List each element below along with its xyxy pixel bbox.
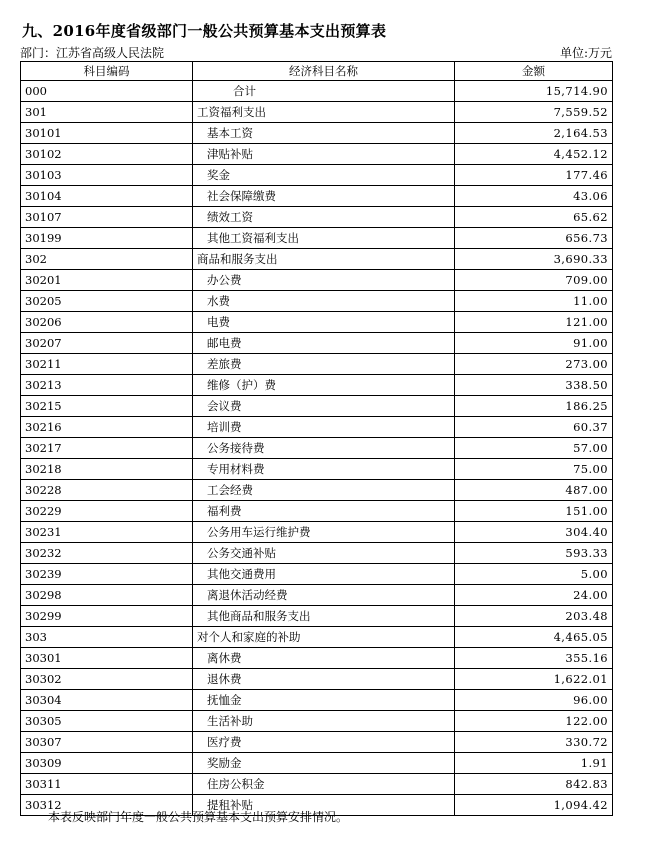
row-name: 其他商品和服务支出 bbox=[193, 606, 455, 627]
table-row bbox=[21, 249, 613, 270]
row-name: 办公费 bbox=[193, 270, 455, 291]
row-name: 其他工资福利支出 bbox=[193, 228, 455, 249]
row-amount: 43.06 bbox=[455, 186, 613, 207]
row-amount: 177.46 bbox=[455, 165, 613, 186]
row-amount: 593.33 bbox=[455, 543, 613, 564]
row-name: 工会经费 bbox=[193, 480, 455, 501]
row-amount: 2,164.53 bbox=[455, 123, 613, 144]
row-code: 30199 bbox=[21, 228, 193, 249]
table-row bbox=[21, 417, 613, 438]
table-row bbox=[21, 81, 613, 102]
row-name: 奖励金 bbox=[193, 753, 455, 774]
row-amount: 96.00 bbox=[455, 690, 613, 711]
row-amount: 60.37 bbox=[455, 417, 613, 438]
row-name: 邮电费 bbox=[193, 333, 455, 354]
table-row bbox=[21, 438, 613, 459]
row-code: 30207 bbox=[21, 333, 193, 354]
table-row bbox=[21, 501, 613, 522]
footnote: 本表反映部门年度一般公共预算基本支出预算安排情况。 bbox=[48, 810, 349, 824]
table-row bbox=[21, 711, 613, 732]
row-name: 离退休活动经费 bbox=[193, 585, 455, 606]
row-amount: 330.72 bbox=[455, 732, 613, 753]
table-row bbox=[21, 270, 613, 291]
row-code: 30298 bbox=[21, 585, 193, 606]
row-code: 30304 bbox=[21, 690, 193, 711]
table-header-row bbox=[21, 62, 613, 81]
row-name: 会议费 bbox=[193, 396, 455, 417]
row-code: 301 bbox=[21, 102, 193, 123]
row-amount: 151.00 bbox=[455, 501, 613, 522]
table-row bbox=[21, 669, 613, 690]
table-row bbox=[21, 144, 613, 165]
row-amount: 122.00 bbox=[455, 711, 613, 732]
table-row bbox=[21, 543, 613, 564]
table-row bbox=[21, 753, 613, 774]
row-code: 30229 bbox=[21, 501, 193, 522]
row-code: 30206 bbox=[21, 312, 193, 333]
row-amount: 4,452.12 bbox=[455, 144, 613, 165]
row-amount: 7,559.52 bbox=[455, 102, 613, 123]
row-name: 社会保障缴费 bbox=[193, 186, 455, 207]
table-row bbox=[21, 606, 613, 627]
table-row bbox=[21, 291, 613, 312]
row-code: 30299 bbox=[21, 606, 193, 627]
row-amount: 11.00 bbox=[455, 291, 613, 312]
row-code: 30218 bbox=[21, 459, 193, 480]
row-code: 30312 bbox=[21, 795, 193, 816]
table-row bbox=[21, 165, 613, 186]
table-body bbox=[21, 81, 613, 816]
row-amount: 1,094.42 bbox=[455, 795, 613, 816]
row-code: 30215 bbox=[21, 396, 193, 417]
table-row bbox=[21, 522, 613, 543]
row-amount: 65.62 bbox=[455, 207, 613, 228]
row-amount: 15,714.90 bbox=[455, 81, 613, 102]
row-name: 维修（护）费 bbox=[193, 375, 455, 396]
row-code: 30239 bbox=[21, 564, 193, 585]
table-row bbox=[21, 648, 613, 669]
row-amount: 186.25 bbox=[455, 396, 613, 417]
row-name: 其他交通费用 bbox=[193, 564, 455, 585]
row-amount: 4,465.05 bbox=[455, 627, 613, 648]
table-meta bbox=[20, 44, 612, 60]
column-header-name: 经济科目名称 bbox=[193, 62, 455, 81]
row-code: 30216 bbox=[21, 417, 193, 438]
row-code: 30309 bbox=[21, 753, 193, 774]
row-amount: 1,622.01 bbox=[455, 669, 613, 690]
row-amount: 75.00 bbox=[455, 459, 613, 480]
row-amount: 121.00 bbox=[455, 312, 613, 333]
unit-label: 单位:万元 bbox=[559, 46, 612, 60]
row-name: 公务交通补贴 bbox=[193, 543, 455, 564]
row-code: 30103 bbox=[21, 165, 193, 186]
row-name: 绩效工资 bbox=[193, 207, 455, 228]
table-row bbox=[21, 207, 613, 228]
row-code: 302 bbox=[21, 249, 193, 270]
table-row bbox=[21, 690, 613, 711]
row-name: 医疗费 bbox=[193, 732, 455, 753]
table-row bbox=[21, 186, 613, 207]
row-amount: 338.50 bbox=[455, 375, 613, 396]
row-amount: 273.00 bbox=[455, 354, 613, 375]
row-amount: 355.16 bbox=[455, 648, 613, 669]
table-row bbox=[21, 732, 613, 753]
row-amount: 3,690.33 bbox=[455, 249, 613, 270]
table-row bbox=[21, 585, 613, 606]
row-amount: 24.00 bbox=[455, 585, 613, 606]
row-name: 工资福利支出 bbox=[193, 102, 455, 123]
row-code: 30228 bbox=[21, 480, 193, 501]
row-code: 30232 bbox=[21, 543, 193, 564]
page-title: 九、2016年度省级部门一般公共预算基本支出预算表 bbox=[22, 22, 387, 40]
row-name: 合计 bbox=[193, 81, 455, 102]
row-name: 对个人和家庭的补助 bbox=[193, 627, 455, 648]
row-code: 30211 bbox=[21, 354, 193, 375]
row-code: 30217 bbox=[21, 438, 193, 459]
row-amount: 91.00 bbox=[455, 333, 613, 354]
column-header-code: 科目编码 bbox=[21, 62, 193, 81]
row-amount: 487.00 bbox=[455, 480, 613, 501]
table-row bbox=[21, 102, 613, 123]
row-name: 基本工资 bbox=[193, 123, 455, 144]
row-name: 福利费 bbox=[193, 501, 455, 522]
row-name: 津贴补贴 bbox=[193, 144, 455, 165]
row-code: 30213 bbox=[21, 375, 193, 396]
row-name: 水费 bbox=[193, 291, 455, 312]
row-code: 30205 bbox=[21, 291, 193, 312]
table-row bbox=[21, 627, 613, 648]
row-amount: 5.00 bbox=[455, 564, 613, 585]
row-name: 公务接待费 bbox=[193, 438, 455, 459]
row-amount: 304.40 bbox=[455, 522, 613, 543]
row-name: 差旅费 bbox=[193, 354, 455, 375]
table-row bbox=[21, 375, 613, 396]
table-row bbox=[21, 354, 613, 375]
row-name: 退休费 bbox=[193, 669, 455, 690]
budget-table bbox=[20, 61, 613, 816]
row-amount: 57.00 bbox=[455, 438, 613, 459]
row-name: 提租补贴 bbox=[193, 795, 455, 816]
table-row bbox=[21, 564, 613, 585]
table-row bbox=[21, 333, 613, 354]
row-name: 电费 bbox=[193, 312, 455, 333]
table-row bbox=[21, 123, 613, 144]
row-amount: 656.73 bbox=[455, 228, 613, 249]
table-row bbox=[21, 774, 613, 795]
row-name: 商品和服务支出 bbox=[193, 249, 455, 270]
row-code: 30104 bbox=[21, 186, 193, 207]
row-code: 30201 bbox=[21, 270, 193, 291]
row-name: 住房公积金 bbox=[193, 774, 455, 795]
table-row bbox=[21, 396, 613, 417]
row-amount: 709.00 bbox=[455, 270, 613, 291]
row-code: 30302 bbox=[21, 669, 193, 690]
row-code: 30231 bbox=[21, 522, 193, 543]
row-name: 抚恤金 bbox=[193, 690, 455, 711]
row-code: 30101 bbox=[21, 123, 193, 144]
row-name: 生活补助 bbox=[193, 711, 455, 732]
row-amount: 203.48 bbox=[455, 606, 613, 627]
row-code: 30311 bbox=[21, 774, 193, 795]
row-code: 30107 bbox=[21, 207, 193, 228]
row-code: 000 bbox=[21, 81, 193, 102]
department-label: 部门：江苏省高级人民法院 bbox=[20, 46, 165, 60]
row-code: 30301 bbox=[21, 648, 193, 669]
row-amount: 842.83 bbox=[455, 774, 613, 795]
table-row bbox=[21, 459, 613, 480]
row-name: 专用材料费 bbox=[193, 459, 455, 480]
row-name: 离休费 bbox=[193, 648, 455, 669]
table-row bbox=[21, 480, 613, 501]
row-name: 公务用车运行维护费 bbox=[193, 522, 455, 543]
row-code: 30102 bbox=[21, 144, 193, 165]
table-row bbox=[21, 228, 613, 249]
column-header-amount: 金额 bbox=[455, 62, 613, 81]
table-row bbox=[21, 312, 613, 333]
row-code: 30305 bbox=[21, 711, 193, 732]
row-name: 培训费 bbox=[193, 417, 455, 438]
row-amount: 1.91 bbox=[455, 753, 613, 774]
row-name: 奖金 bbox=[193, 165, 455, 186]
row-code: 303 bbox=[21, 627, 193, 648]
row-code: 30307 bbox=[21, 732, 193, 753]
